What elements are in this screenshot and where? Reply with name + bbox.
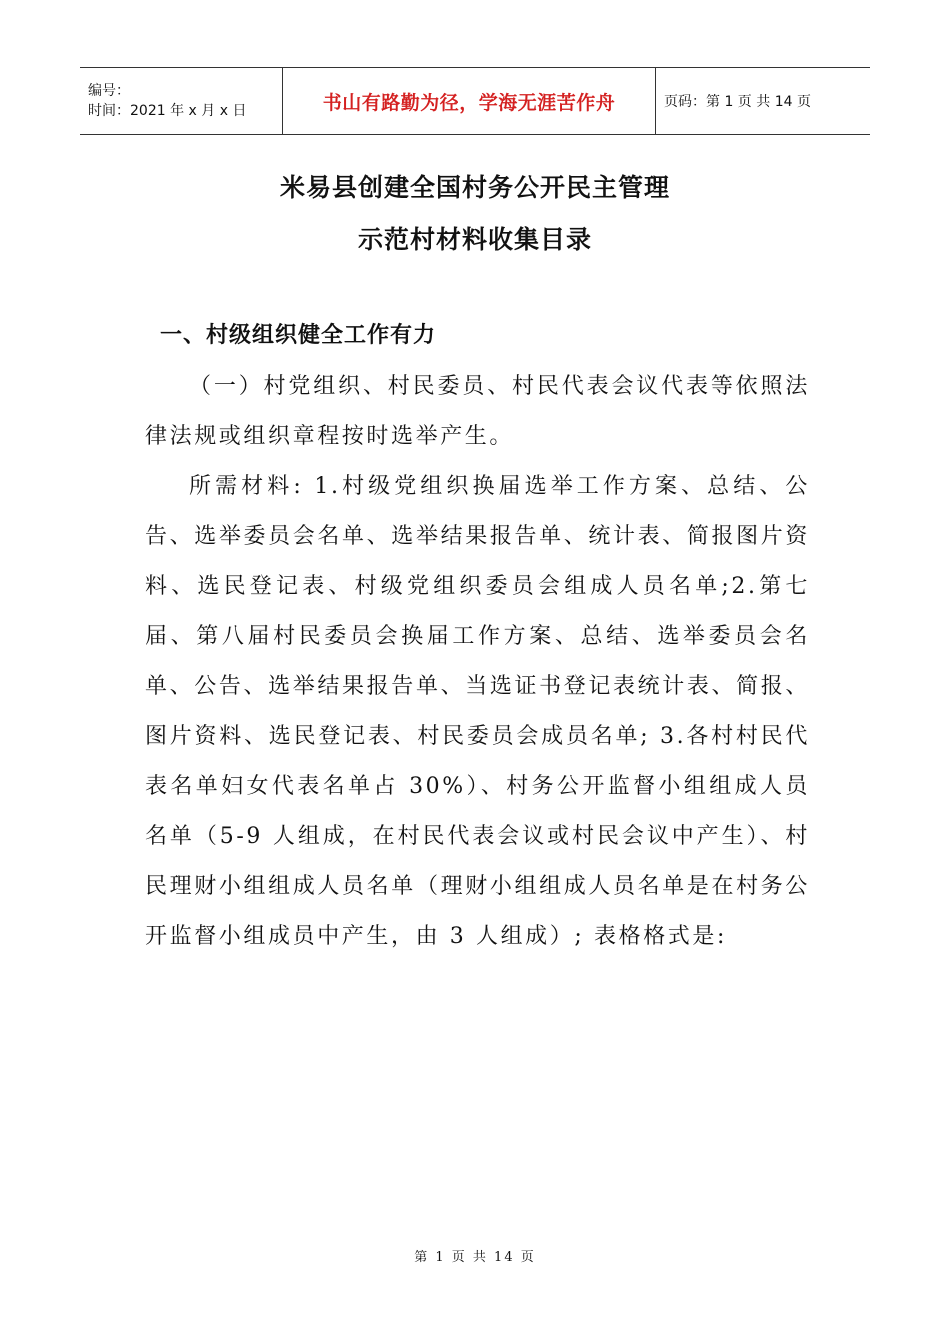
header-page-info: 页码：第 1 页 共 14 页 (664, 94, 811, 110)
header-motto: 书山有路勤为径，学海无涯苦作舟 (322, 91, 616, 114)
page-footer: 第 1 页 共 14 页 (414, 1250, 536, 1265)
paragraph-1: （一）村党组织、村民委员、村民代表会议代表等依照法律法规或组织章程按时选举产生。 (145, 374, 810, 449)
section-heading: 一、村级组织健全工作有力 (160, 323, 437, 348)
document-title-line-1: 米易县创建全国村务公开民主管理 (279, 173, 670, 202)
page-header (80, 67, 870, 135)
header-motto-cell (282, 68, 656, 134)
paragraph-2: 所需材料: 1.村级党组织换届选举工作方案、总结、公告、选举委员会名单、选举结果报告单、统计表、简报图片资料、选民登记表、村级党组织委员会组成人员名单;2.第七届、第八届村民委员会换届工作方案、总结、选举委员会名单、公告、选举结果报告单、当选证书登记表统计表、简报、图片资料、选民登记表、村民委员会成员名单; 3.各村村民代表名单妇女代表名单占 30%）、村务公开监督小组组成人员名单（5-9 人组成，在村民代表会议或村民会议中产生）、村民理财小组组成人员名单（理财小组组成人员名单是在村务公开监督小组成员中产生，由 3 人组成）; 表格格式是: (145, 474, 810, 949)
document-number-label: 编号： (88, 83, 130, 99)
document-title-line-2: 示范村材料收集目录 (357, 225, 592, 254)
header-meta (80, 68, 282, 134)
header-page-cell (656, 68, 870, 134)
document-time-label: 时间：2021 年 x 月 x 日 (88, 103, 247, 119)
